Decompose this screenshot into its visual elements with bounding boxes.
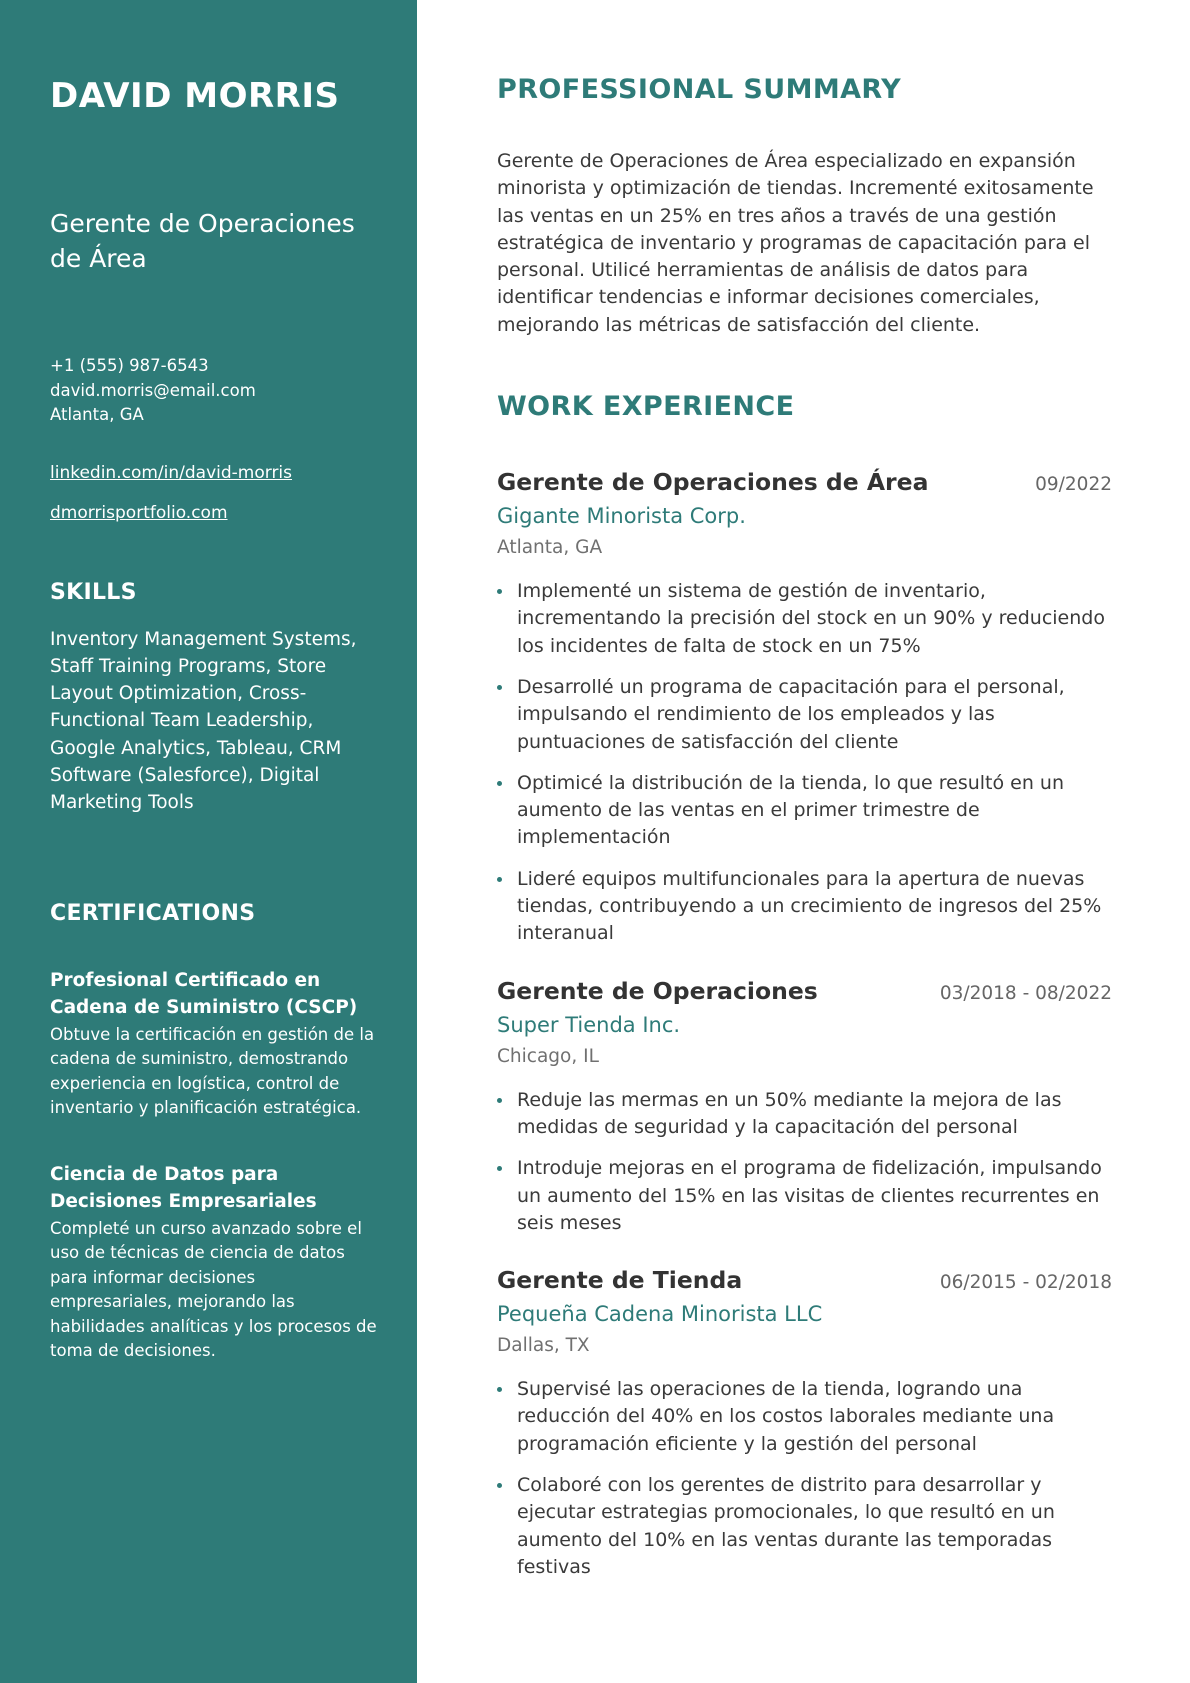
job-date: 03/2018 - 08/2022 [939,982,1112,1004]
main-content [417,0,1190,1683]
certifications-heading: CERTIFICATIONS [50,900,256,926]
certification-item [50,1161,377,1364]
candidate-name: DAVID MORRIS [50,76,340,116]
certification-item [50,967,377,1121]
job-bullet: Implementé un sistema de gestión de inventario, incrementando la precisión del stock en un 90% y reduciendo los incidentes de falta de stock en un 75% [497,578,1112,660]
candidate-title: Gerente de Operaciones de Área [50,209,355,273]
contact-phone: +1 (555) 987-6543 [50,356,209,375]
job-company: Gigante Minorista Corp. [497,504,746,529]
job-bullet: Introduje mejoras en el programa de fidelización, impulsando un aumento del 15% en las visitas de clientes recurrentes en seis meses [497,1155,1112,1237]
job-company: Super Tienda Inc. [497,1012,681,1037]
links-block [50,462,377,524]
job-entry [497,1263,1112,1581]
certification-description: Completé un curso avanzado sobre el uso de técnicas de ciencia de datos para informar decisiones empresariales, mejorando las habilidades analíticas y los procesos de toma de decisiones. [50,1218,377,1361]
job-bullets [497,1376,1112,1581]
contact-location: Atlanta, GA [50,405,144,424]
summary-text: Gerente de Operaciones de Área especializado en expansión minorista y optimización de tiendas. Incrementé exitosamente las ventas en un 25% en tres años a través de una gestión estratégica de inventario y programas de capacitación para el personal. Utilicé herramientas de análisis de datos para identificar tendencias e informar decisiones comerciales, mejorando las métricas de satisfacción del cliente. [497,150,1094,336]
job-bullets [497,1087,1112,1237]
contact-block [50,354,377,428]
job-date: 06/2015 - 02/2018 [939,1272,1112,1294]
job-header [497,1263,1112,1297]
skills-heading: SKILLS [50,579,137,605]
contact-email: david.morris@email.com [50,380,256,400]
job-location: Chicago, IL [497,1045,599,1067]
certification-description: Obtuve la certificación en gestión de la cadena de suministro, demostrando experiencia en logística, control de inventario y planificación estratégica. [50,1024,375,1118]
job-bullet: Optimicé la distribución de la tienda, lo que resultó en un aumento de las ventas en el primer trimestre de implementación [497,770,1112,852]
job-location: Dallas, TX [497,1335,590,1357]
job-title: Gerente de Operaciones [497,976,818,1005]
work-experience-heading: WORK EXPERIENCE [497,391,795,423]
job-bullet: Desarrollé un programa de capacitación para el personal, impulsando el rendimiento de los empleados y las puntuaciones de satisfacción del cliente [497,674,1112,756]
job-date: 09/2022 [1035,474,1112,496]
job-header [497,974,1112,1008]
job-entry [497,974,1112,1237]
job-location: Atlanta, GA [497,537,603,559]
job-bullets [497,578,1112,948]
job-company: Pequeña Cadena Minorista LLC [497,1302,823,1327]
job-bullet: Reduje las mermas en un 50% mediante la mejora de las medidas de seguridad y la capacitación del personal [497,1087,1112,1142]
job-title: Gerente de Tienda [497,1266,743,1295]
summary-heading: PROFESSIONAL SUMMARY [497,74,902,105]
job-title: Gerente de Operaciones de Área [497,468,929,497]
job-bullet: Lideré equipos multifuncionales para la apertura de nuevas tiendas, contribuyendo a un crecimiento de ingresos del 25% interanual [497,866,1112,948]
certification-title: Profesional Certificado en Cadena de Suministro (CSCP) [50,969,358,1018]
job-bullet: Colaboré con los gerentes de distrito para desarrollar y ejecutar estrategias promocionales, lo que resultó en un aumento del 10% en las ventas durante las temporadas festivas [497,1472,1112,1581]
sidebar [0,0,417,1683]
certification-title: Ciencia de Datos para Decisiones Empresariales [50,1163,317,1212]
job-bullet: Supervisé las operaciones de la tienda, logrando una reducción del 40% en los costos laborales mediante una programación eficiente y la gestión del personal [497,1376,1112,1458]
job-entry [497,465,1112,948]
linkedin-link[interactable]: linkedin.com/in/david-morris [50,462,293,483]
skills-text: Inventory Management Systems, Staff Training Programs, Store Layout Optimization, Cross-Functional Team Leadership, Google Analytics, Tableau, CRM Software (Salesforce), Digital Marketing Tools [50,628,357,814]
portfolio-link[interactable]: dmorrisportfolio.com [50,502,228,523]
job-header [497,465,1112,499]
